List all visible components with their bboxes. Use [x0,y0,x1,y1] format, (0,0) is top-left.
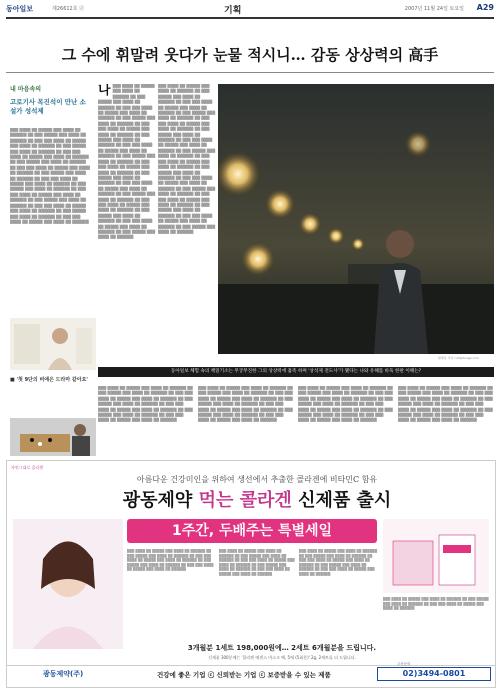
baduk-game-photo [10,418,96,456]
ad-phone-number[interactable]: 02)3494-0801 [377,667,491,681]
ad-model-photo [13,519,123,649]
ad-description-col2: ▒▒▒ ▒▒▒▒ ▒▒ ▒▒▒▒▒ ▒▒▒ ▒▒▒▒ ▒▒ ▒▒▒▒▒▒ ▒▒ ▒▒▒ ▒▒▒▒▒ ▒▒▒ ▒▒▒▒ ▒▒ ▒▒▒▒▒▒ ▒▒ ▒▒▒ ▒▒▒ ▒▒▒▒ ▒▒ ▒▒▒▒▒ ▒▒▒ ▒▒▒▒ ▒▒ ▒▒▒▒▒▒ ▒▒ ▒▒▒ ▒▒▒▒▒ ▒▒▒ ▒▒▒▒ ▒▒ ▒▒▒▒▒▒ ▒▒ ▒▒▒ ▒▒▒ ▒▒▒▒ ▒▒ ▒▒▒▒▒ ▒▒▒ ▒▒▒▒ ▒▒ ▒▒▒▒▒▒ [219,549,295,576]
newspaper-brand: 동아일보 [6,5,34,13]
ad-description-col1: ▒▒▒ ▒▒▒▒ ▒▒ ▒▒▒▒▒ ▒▒▒ ▒▒▒▒ ▒▒ ▒▒▒▒▒▒ ▒▒ ▒▒▒ ▒▒▒▒▒ ▒▒▒ ▒▒▒▒ ▒▒ ▒▒▒▒▒▒ ▒▒ ▒▒▒ ▒▒▒ ▒▒▒▒ ▒▒ ▒▒▒▒▒ ▒▒▒ ▒▒▒▒ ▒▒ ▒▒▒▒▒▒ ▒▒ ▒▒▒ ▒▒▒▒▒ ▒▒▒ ▒▒▒▒ ▒▒ ▒▒▒▒▒▒ ▒▒ ▒▒▒ ▒▒▒ ▒▒▒▒ ▒▒ ▒▒▒▒▒ ▒▒▒ ▒▒▒▒ ▒▒ ▒▒▒▒▒▒ [127,549,214,572]
author-portrait-photo [10,318,96,370]
ad-company-brand: 광동제약(주) [43,670,84,678]
article-body-lower-col2: ▒▒▒ ▒▒▒▒ ▒▒ ▒▒▒▒▒ ▒▒▒ ▒▒▒▒ ▒▒ ▒▒▒▒▒▒ ▒▒ ▒▒▒ ▒▒▒▒▒ ▒▒▒ ▒▒▒▒ ▒▒ ▒▒▒▒▒▒ ▒▒ ▒▒▒ ▒▒▒ ▒▒▒▒ ▒▒ ▒▒▒▒▒ ▒▒▒ ▒▒▒▒ ▒▒ ▒▒▒▒▒▒ ▒▒ ▒▒▒ ▒▒▒▒▒ ▒▒▒ ▒▒▒▒ ▒▒ ▒▒▒▒▒▒ ▒▒ ▒▒▒ ▒▒▒ ▒▒▒▒ ▒▒ ▒▒▒▒▒ ▒▒▒ ▒▒▒▒ ▒▒ ▒▒▒▒▒▒ ▒▒ ▒▒▒ ▒▒▒▒▒ ▒▒▒ ▒▒▒▒ ▒▒ ▒▒▒▒▒▒ ▒▒ ▒▒▒ ▒▒▒ ▒▒▒▒ ▒▒ ▒▒▒▒▒ ▒▒▒ ▒▒▒▒ ▒▒ ▒▒▒▒▒▒ [198,386,293,423]
ad-offer: 3개월분 1세트 198,000원에… 2세트 6개월분을 드립니다. [187,644,377,652]
section-label: 기획 [224,6,242,16]
ad-slogan: 건강에 좋은 기업 ⓒ 신뢰받는 기업 ⓒ 보증받을 수 있는 제품 [157,671,331,679]
night-street-photo [218,84,494,354]
collagen-advertisement[interactable] [6,460,496,688]
ad-description-col3: ▒▒▒ ▒▒▒▒ ▒▒ ▒▒▒▒▒ ▒▒▒ ▒▒▒▒ ▒▒ ▒▒▒▒▒▒ ▒▒ ▒▒▒ ▒▒▒▒▒ ▒▒▒ ▒▒▒▒ ▒▒ ▒▒▒▒▒▒ ▒▒ ▒▒▒ ▒▒▒ ▒▒▒▒ ▒▒ ▒▒▒▒▒ ▒▒▒ ▒▒▒▒ ▒▒ ▒▒▒▒▒▒ ▒▒ ▒▒▒ ▒▒▒▒▒ ▒▒▒ ▒▒▒▒ ▒▒ ▒▒▒▒▒▒ ▒▒ ▒▒▒ ▒▒▒ ▒▒▒▒ ▒▒ ▒▒▒▒▒ ▒▒▒ ▒▒▒▒ ▒▒ ▒▒▒▒▒▒ [299,549,378,576]
ad-headline [67,486,447,512]
masthead [6,3,494,19]
photo-caption: 동아일보 체험 속의 책읽기소는 무궁무진한 그의 상상력에 흡족 하며 '상석제 전도사'가 됐다는 나와 유해를 바둑 한판 이해는? [98,367,494,377]
ad-headline-product: 먹는 콜라겐 [198,490,292,511]
ad-tagline: 아름다운 건강미인을 위하여 생선에서 추출한 콜라겐에 비타민C 함유 [136,475,378,484]
headline-divider [6,72,494,73]
article-body-lower-col3: ▒▒▒ ▒▒▒▒ ▒▒ ▒▒▒▒▒ ▒▒▒ ▒▒▒▒ ▒▒ ▒▒▒▒▒▒ ▒▒ ▒▒▒ ▒▒▒▒▒ ▒▒▒ ▒▒▒▒ ▒▒ ▒▒▒▒▒▒ ▒▒ ▒▒▒ ▒▒▒ ▒▒▒▒ ▒▒ ▒▒▒▒▒ ▒▒▒ ▒▒▒▒ ▒▒ ▒▒▒▒▒▒ ▒▒ ▒▒▒ ▒▒▒▒▒ ▒▒▒ ▒▒▒▒ ▒▒ ▒▒▒▒▒▒ ▒▒ ▒▒▒ ▒▒▒ ▒▒▒▒ ▒▒ ▒▒▒▒▒ ▒▒▒ ▒▒▒▒ ▒▒ ▒▒▒▒▒▒ ▒▒ ▒▒▒ ▒▒▒▒▒ ▒▒▒ ▒▒▒▒ ▒▒ ▒▒▒▒▒▒ ▒▒ ▒▒▒ ▒▒▒ ▒▒▒▒ ▒▒ ▒▒▒▒▒ ▒▒▒ ▒▒▒▒ ▒▒ ▒▒▒▒▒▒ [298,386,393,423]
column-subtitle: 고로기사 목진석이 만난 소설가 성석제 [10,98,86,115]
drop-cap: 나 [98,84,111,98]
article-subheading: ■ '첫 9단의 비애은 드라마 같아요' [10,377,88,383]
ad-product-notes: ▒▒▒ ▒▒▒▒ ▒▒ ▒▒▒▒▒ ▒▒▒ ▒▒▒▒ ▒▒ ▒▒▒▒▒▒ ▒▒ ▒▒▒ ▒▒▒▒▒ ▒▒▒ ▒▒▒▒ ▒▒ ▒▒▒▒▒▒ ▒▒ ▒▒▒ ▒▒▒ ▒▒▒▒ ▒▒ ▒▒▒▒▒ ▒▒▒ ▒▒▒▒ ▒▒ ▒▒▒▒▒▒ [383,597,489,611]
article-body-lower-col1: ▒▒▒ ▒▒▒▒ ▒▒ ▒▒▒▒▒ ▒▒▒ ▒▒▒▒ ▒▒ ▒▒▒▒▒▒ ▒▒ ▒▒▒ ▒▒▒▒▒ ▒▒▒ ▒▒▒▒ ▒▒ ▒▒▒▒▒▒ ▒▒ ▒▒▒ ▒▒▒ ▒▒▒▒ ▒▒ ▒▒▒▒▒ ▒▒▒ ▒▒▒▒ ▒▒ ▒▒▒▒▒▒ ▒▒ ▒▒▒ ▒▒▒▒▒ ▒▒▒ ▒▒▒▒ ▒▒ ▒▒▒▒▒▒ ▒▒ ▒▒▒ ▒▒▒ ▒▒▒▒ ▒▒ ▒▒▒▒▒ ▒▒▒ ▒▒▒▒ ▒▒ ▒▒▒▒▒▒ ▒▒ ▒▒▒ ▒▒▒▒▒ ▒▒▒ ▒▒▒▒ ▒▒ ▒▒▒▒▒▒ ▒▒ ▒▒▒ ▒▒▒ ▒▒▒▒ ▒▒ ▒▒▒▒▒ ▒▒▒ ▒▒▒▒ ▒▒ ▒▒▒▒▒▒ [98,386,193,423]
ad-product-photo [383,519,489,593]
ad-offer-note: 신제품 300분께는 '콜라겐 에센스 마스크 팩, 5매 (5회분)' 2g, 2세트를 더 드립니다. [208,655,356,660]
ad-footer-divider [7,665,495,666]
page-number: A29 [476,3,494,12]
article-body-col2: 나 ▒▒▒ ▒▒▒▒ ▒▒ ▒▒▒▒▒ ▒▒▒ ▒▒▒▒ ▒▒ ▒▒▒▒▒▒ ▒▒ ▒▒▒ ▒▒▒▒▒ ▒▒▒ ▒▒▒▒ ▒▒ ▒▒▒▒▒▒ ▒▒ ▒▒▒ ▒▒▒ ▒▒▒▒ ▒▒ ▒▒▒▒▒ ▒▒▒ ▒▒▒▒ ▒▒ ▒▒▒▒▒▒ ▒▒ ▒▒▒ ▒▒▒▒▒ ▒▒▒ ▒▒▒▒ ▒▒ ▒▒▒▒▒▒ ▒▒ ▒▒▒ ▒▒▒ ▒▒▒▒ ▒▒ ▒▒▒▒▒ ▒▒▒ ▒▒▒▒ ▒▒ ▒▒▒▒▒▒ ▒▒ ▒▒▒ ▒▒▒▒▒ ▒▒▒ ▒▒▒▒ ▒▒ ▒▒▒▒▒▒ ▒▒ ▒▒▒ ▒▒▒ ▒▒▒▒ ▒▒ ▒▒▒▒▒ ▒▒▒ ▒▒▒▒ ▒▒ ▒▒▒▒▒▒ ▒▒ ▒▒▒ ▒▒▒▒▒ ▒▒▒ ▒▒▒▒ ▒▒ ▒▒▒▒▒▒ ▒▒ ▒▒▒ ▒▒▒ ▒▒▒▒ ▒▒ ▒▒▒▒▒ ▒▒▒ ▒▒▒▒ ▒▒ ▒▒▒▒▒▒ ▒▒ ▒▒▒ ▒▒▒▒▒ ▒▒▒ ▒▒▒▒ ▒▒ ▒▒▒▒▒▒ ▒▒ ▒▒▒ ▒▒▒ ▒▒▒▒ ▒▒ ▒▒▒▒▒ ▒▒▒ ▒▒▒▒ ▒▒ ▒▒▒▒▒▒ ▒▒ ▒▒▒ ▒▒▒▒▒ ▒▒▒ ▒▒▒▒ ▒▒ ▒▒▒▒▒▒ ▒▒ ▒▒▒ ▒▒▒ ▒▒▒▒ ▒▒ ▒▒▒▒▒ ▒▒▒ ▒▒▒▒ ▒▒ ▒▒▒▒▒▒ ▒▒ ▒▒▒ ▒▒▒▒▒ ▒▒▒ ▒▒▒▒ ▒▒ ▒▒▒▒▒▒ ▒▒ ▒▒▒ ▒▒▒ ▒▒▒▒ ▒▒ ▒▒▒▒▒ ▒▒▒ ▒▒▒▒ ▒▒ ▒▒▒▒▒▒ ▒▒ ▒▒▒ ▒▒▒▒▒ ▒▒▒ ▒▒▒▒ ▒▒ ▒▒▒▒▒▒ [98,84,156,240]
column-tag: 내 마음속의 [10,86,42,93]
ad-logo: 자연그대로 콜라겐 [11,465,44,470]
article-body-col1: ▒▒▒ ▒▒▒▒ ▒▒ ▒▒▒▒▒ ▒▒▒ ▒▒▒▒ ▒▒ ▒▒▒▒▒▒ ▒▒ ▒▒▒ ▒▒▒▒▒ ▒▒▒ ▒▒▒▒ ▒▒ ▒▒▒▒▒▒ ▒▒ ▒▒▒ ▒▒▒ ▒▒▒▒ ▒▒ ▒▒▒▒▒ ▒▒▒ ▒▒▒▒ ▒▒ ▒▒▒▒▒▒ ▒▒ ▒▒▒ ▒▒▒▒▒ ▒▒▒ ▒▒▒▒ ▒▒ ▒▒▒▒▒▒ ▒▒ ▒▒▒ ▒▒▒ ▒▒▒▒ ▒▒ ▒▒▒▒▒ ▒▒▒ ▒▒▒▒ ▒▒ ▒▒▒▒▒▒ ▒▒ ▒▒▒ ▒▒▒▒▒ ▒▒▒ ▒▒▒▒ ▒▒ ▒▒▒▒▒▒ ▒▒ ▒▒▒ ▒▒▒ ▒▒▒▒ ▒▒ ▒▒▒▒▒ ▒▒▒ ▒▒▒▒ ▒▒ ▒▒▒▒▒▒ ▒▒ ▒▒▒ ▒▒▒▒▒ ▒▒▒ ▒▒▒▒ ▒▒ ▒▒▒▒▒▒ ▒▒ ▒▒▒ ▒▒▒ ▒▒▒▒ ▒▒ ▒▒▒▒▒ ▒▒▒ ▒▒▒▒ ▒▒ ▒▒▒▒▒▒ ▒▒ ▒▒▒ ▒▒▒▒▒ ▒▒▒ ▒▒▒▒ ▒▒ ▒▒▒▒▒▒ ▒▒ ▒▒▒ ▒▒▒ ▒▒▒▒ ▒▒ ▒▒▒▒▒ ▒▒▒ ▒▒▒▒ ▒▒ ▒▒▒▒▒▒ ▒▒ ▒▒▒ ▒▒▒▒▒ ▒▒▒ ▒▒▒▒ ▒▒ ▒▒▒▒▒▒ ▒▒ ▒▒▒ ▒▒▒ ▒▒▒▒ ▒▒ ▒▒▒▒▒ ▒▒▒ ▒▒▒▒ ▒▒ ▒▒▒▒▒▒ ▒▒ ▒▒▒ ▒▒▒▒▒ ▒▒▒ ▒▒▒▒ ▒▒ ▒▒▒▒▒▒ ▒▒ ▒▒▒ ▒▒▒ ▒▒▒▒ ▒▒ ▒▒▒▒▒ ▒▒▒ ▒▒▒▒ ▒▒ ▒▒▒▒▒▒ [10,128,90,224]
ad-phone-label: 주문문의 [397,662,411,666]
issue-number: 제26612호 ⓓ [52,6,85,12]
ad-headline-launch: 신제품 출시 [298,490,392,511]
page-headline: 그 수에 휘말려 웃다가 눈물 적시니… 감동 상상력의 高手 [61,46,439,64]
publication-date: 2007년 11월 24일 토요일 [404,6,464,12]
sale-banner[interactable]: 1주간, 두배주는 특별세일 [127,519,377,543]
photo-credit: 변영욱 기자 cut@donga.com [438,356,479,360]
article-body-col3: ▒▒▒ ▒▒▒▒ ▒▒ ▒▒▒▒▒ ▒▒▒ ▒▒▒▒ ▒▒ ▒▒▒▒▒▒ ▒▒ ▒▒▒ ▒▒▒▒▒ ▒▒▒ ▒▒▒▒ ▒▒ ▒▒▒▒▒▒ ▒▒ ▒▒▒ ▒▒▒ ▒▒▒▒ ▒▒ ▒▒▒▒▒ ▒▒▒ ▒▒▒▒ ▒▒ ▒▒▒▒▒▒ ▒▒ ▒▒▒ ▒▒▒▒▒ ▒▒▒ ▒▒▒▒ ▒▒ ▒▒▒▒▒▒ ▒▒ ▒▒▒ ▒▒▒ ▒▒▒▒ ▒▒ ▒▒▒▒▒ ▒▒▒ ▒▒▒▒ ▒▒ ▒▒▒▒▒▒ ▒▒ ▒▒▒ ▒▒▒▒▒ ▒▒▒ ▒▒▒▒ ▒▒ ▒▒▒▒▒▒ ▒▒ ▒▒▒ ▒▒▒ ▒▒▒▒ ▒▒ ▒▒▒▒▒ ▒▒▒ ▒▒▒▒ ▒▒ ▒▒▒▒▒▒ ▒▒ ▒▒▒ ▒▒▒▒▒ ▒▒▒ ▒▒▒▒ ▒▒ ▒▒▒▒▒▒ ▒▒ ▒▒▒ ▒▒▒ ▒▒▒▒ ▒▒ ▒▒▒▒▒ ▒▒▒ ▒▒▒▒ ▒▒ ▒▒▒▒▒▒ ▒▒ ▒▒▒ ▒▒▒▒▒ ▒▒▒ ▒▒▒▒ ▒▒ ▒▒▒▒▒▒ ▒▒ ▒▒▒ ▒▒▒ ▒▒▒▒ ▒▒ ▒▒▒▒▒ ▒▒▒ ▒▒▒▒ ▒▒ ▒▒▒▒▒▒ ▒▒ ▒▒▒ ▒▒▒▒▒ ▒▒▒ ▒▒▒▒ ▒▒ ▒▒▒▒▒▒ ▒▒ ▒▒▒ ▒▒▒ ▒▒▒▒ ▒▒ ▒▒▒▒▒ ▒▒▒ ▒▒▒▒ ▒▒ ▒▒▒▒▒▒ ▒▒ ▒▒▒ ▒▒▒▒▒ ▒▒▒ ▒▒▒▒ ▒▒ ▒▒▒▒▒▒ ▒▒ ▒▒▒ ▒▒▒ ▒▒▒▒ ▒▒ ▒▒▒▒▒ ▒▒▒ ▒▒▒▒ ▒▒ ▒▒▒▒▒▒ ▒▒ ▒▒▒ ▒▒▒▒▒ ▒▒▒ ▒▒▒▒ ▒▒ ▒▒▒▒▒▒ [158,84,216,234]
article-body-lower-col4: ▒▒▒ ▒▒▒▒ ▒▒ ▒▒▒▒▒ ▒▒▒ ▒▒▒▒ ▒▒ ▒▒▒▒▒▒ ▒▒ ▒▒▒ ▒▒▒▒▒ ▒▒▒ ▒▒▒▒ ▒▒ ▒▒▒▒▒▒ ▒▒ ▒▒▒ ▒▒▒ ▒▒▒▒ ▒▒ ▒▒▒▒▒ ▒▒▒ ▒▒▒▒ ▒▒ ▒▒▒▒▒▒ ▒▒ ▒▒▒ ▒▒▒▒▒ ▒▒▒ ▒▒▒▒ ▒▒ ▒▒▒▒▒▒ ▒▒ ▒▒▒ ▒▒▒ ▒▒▒▒ ▒▒ ▒▒▒▒▒ ▒▒▒ ▒▒▒▒ ▒▒ ▒▒▒▒▒▒ ▒▒ ▒▒▒ ▒▒▒▒▒ ▒▒▒ ▒▒▒▒ ▒▒ ▒▒▒▒▒▒ ▒▒ ▒▒▒ ▒▒▒ ▒▒▒▒ ▒▒ ▒▒▒▒▒ ▒▒▒ ▒▒▒▒ ▒▒ ▒▒▒▒▒▒ [398,386,493,423]
ad-headline-brand: 광동제약 [122,490,193,511]
